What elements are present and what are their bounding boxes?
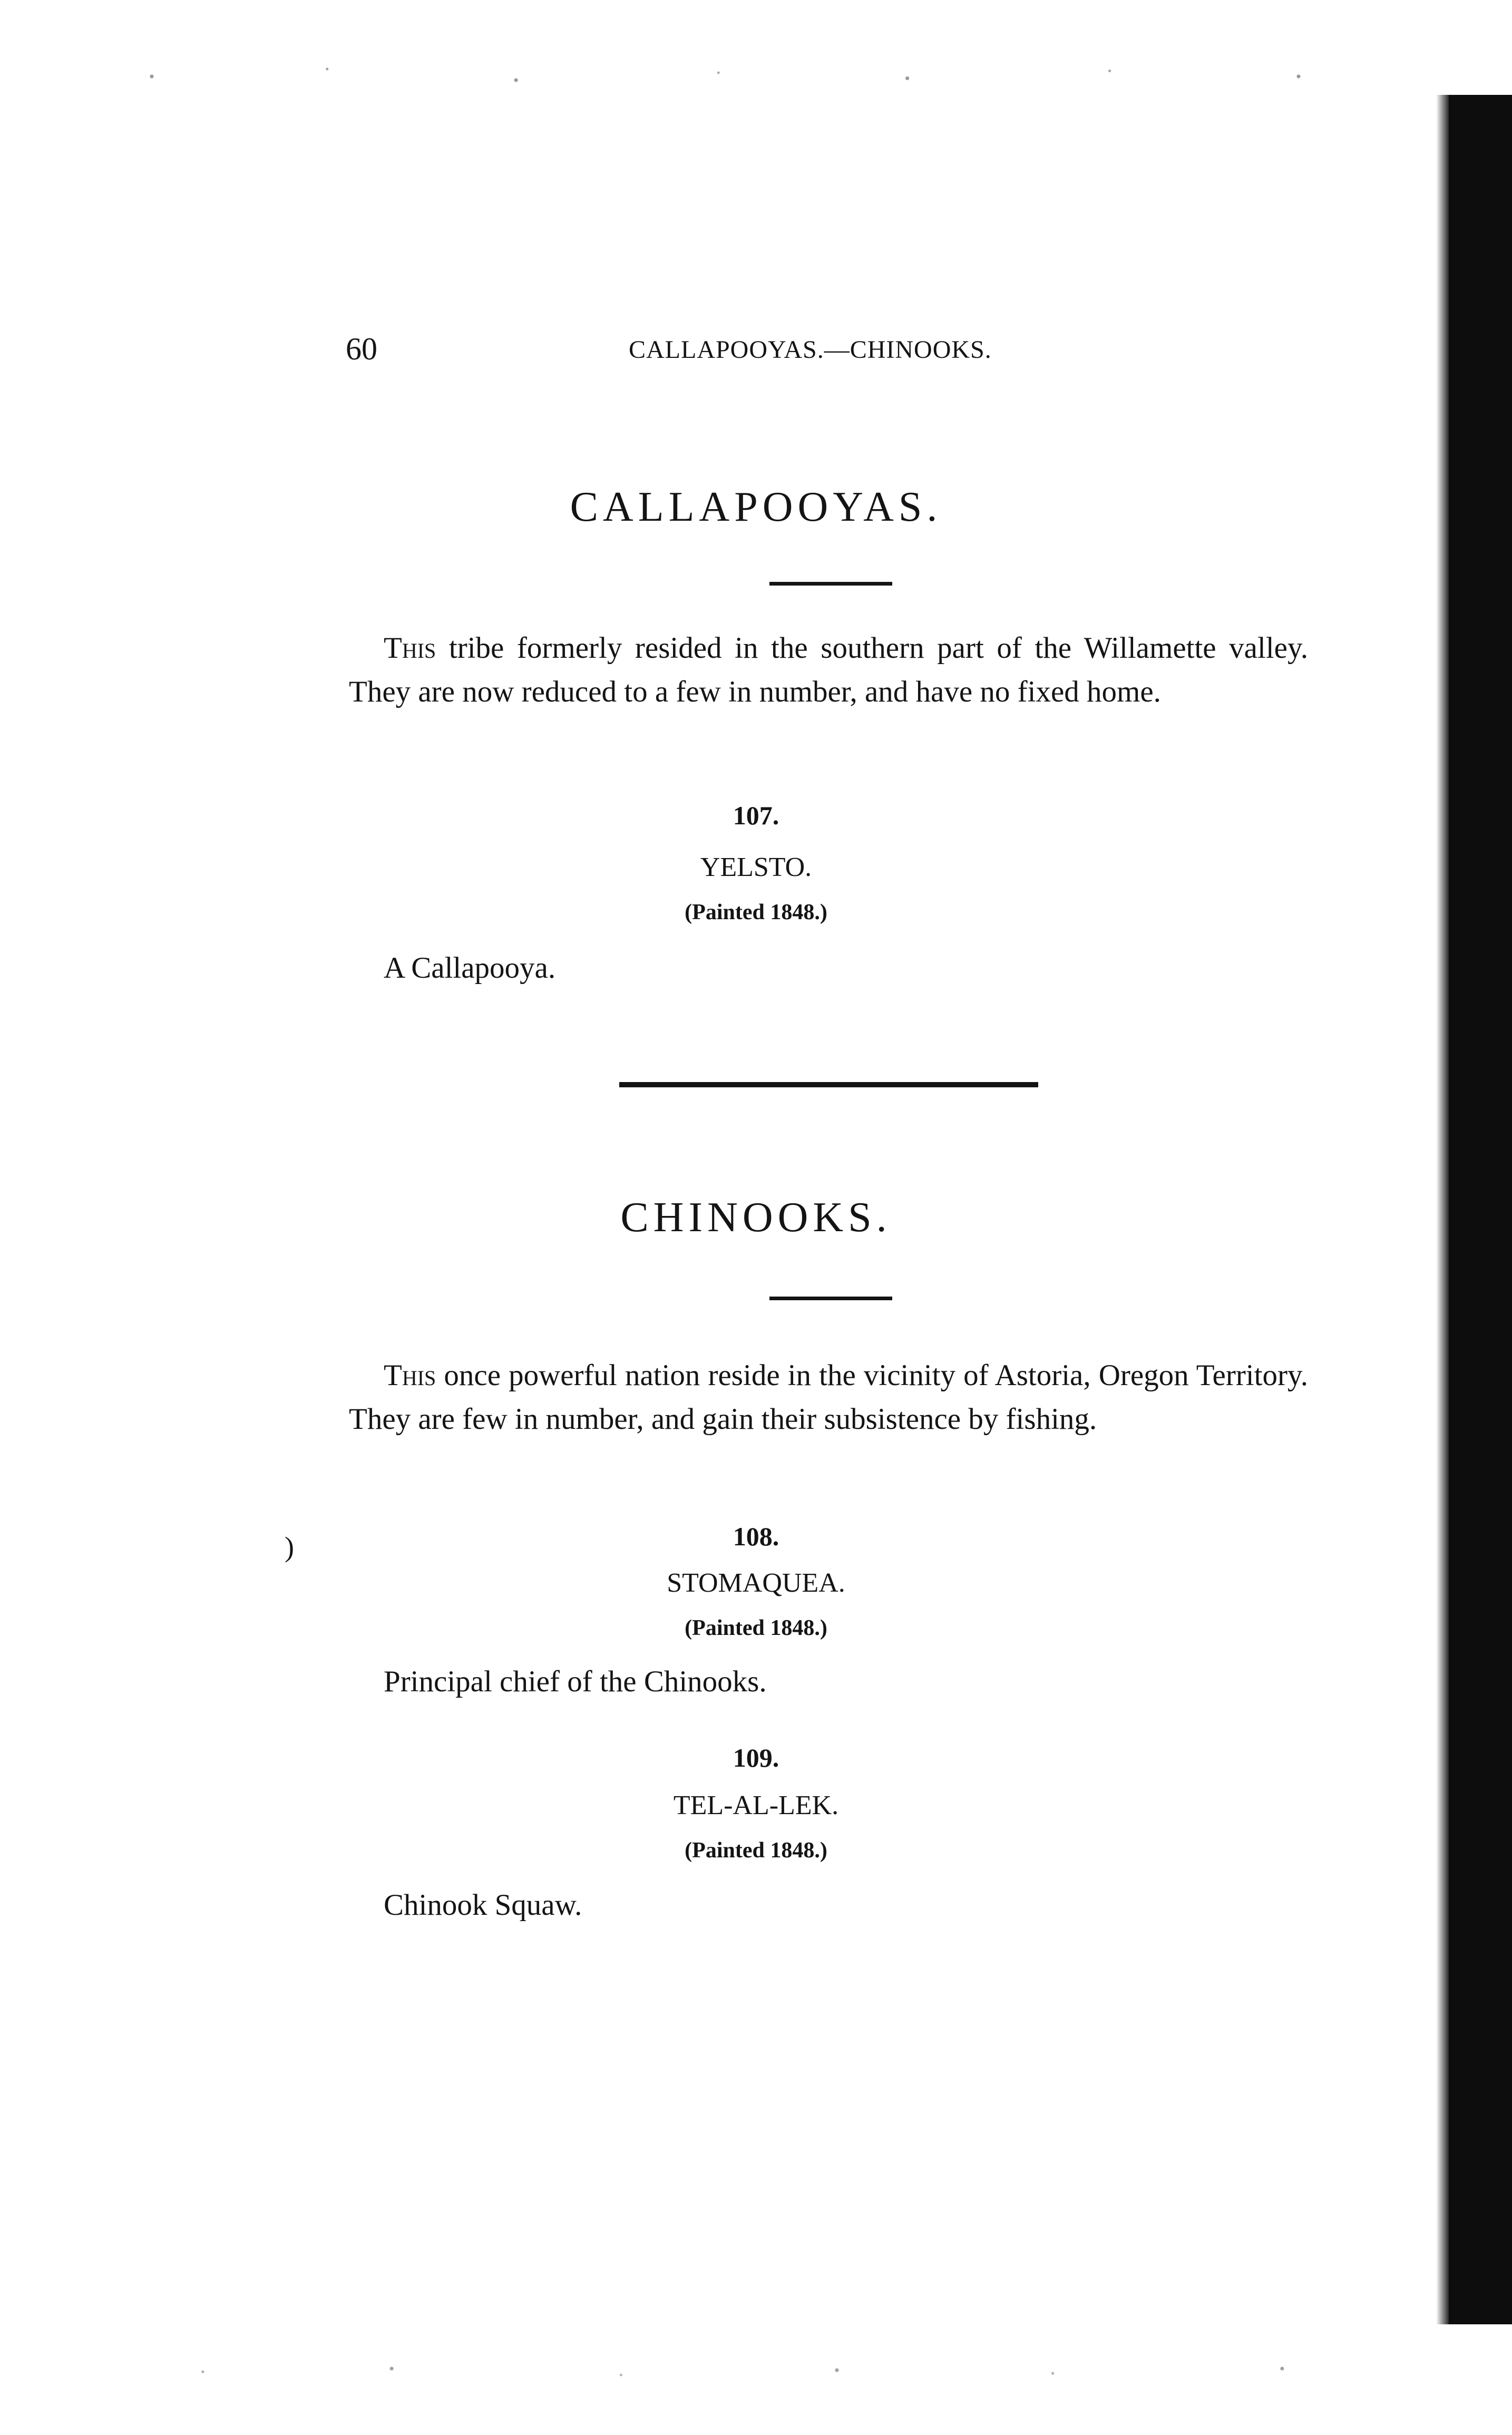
plate-title: TEL-AL-LEK.	[673, 1790, 839, 1820]
section-title-chinooks: CHINOOKS.	[620, 1194, 892, 1241]
section-intro-chinooks	[349, 1353, 1308, 1441]
intro-text: once powerful nation reside in the vicinity of Astoria, Oregon Territory. They are few in number, and gain their subsistence by fishing.	[349, 1359, 1309, 1436]
plate-number: 108.	[733, 1522, 779, 1551]
plate-number: 107.	[733, 801, 779, 830]
plate-description: A Callapooya.	[384, 951, 556, 985]
plate-date: (Painted 1848.)	[685, 1838, 827, 1863]
scan-speckle-top	[84, 58, 1433, 95]
plate-description: Principal chief of the Chinooks.	[384, 1665, 767, 1698]
intro-lead-word: This	[384, 1359, 436, 1392]
section-divider-rule	[619, 1082, 1038, 1087]
plate-description: Chinook Squaw.	[384, 1888, 582, 1922]
intro-text: tribe formerly resided in the southern part of the Willamette valley. They are now reduced to a few in number, and have no fixed home.	[349, 631, 1308, 708]
plate-date: (Painted 1848.)	[685, 900, 827, 924]
plate-title: YELSTO.	[700, 852, 812, 882]
plate-title: STOMAQUEA.	[667, 1568, 845, 1598]
running-head: CALLAPOOYAS.—CHINOOKS.	[629, 336, 992, 364]
title-rule	[769, 582, 892, 586]
intro-lead-word: This	[384, 631, 436, 665]
section-title-callapooyas: CALLAPOOYAS.	[570, 484, 942, 530]
section-intro-callapooyas	[349, 626, 1308, 714]
scan-speckle-bottom	[95, 2356, 1444, 2388]
plate-date: (Painted 1848.)	[685, 1616, 827, 1640]
page-number: 60	[346, 332, 377, 366]
margin-mark: )	[285, 1531, 294, 1563]
plate-number: 109.	[733, 1743, 779, 1772]
title-rule	[769, 1297, 892, 1300]
